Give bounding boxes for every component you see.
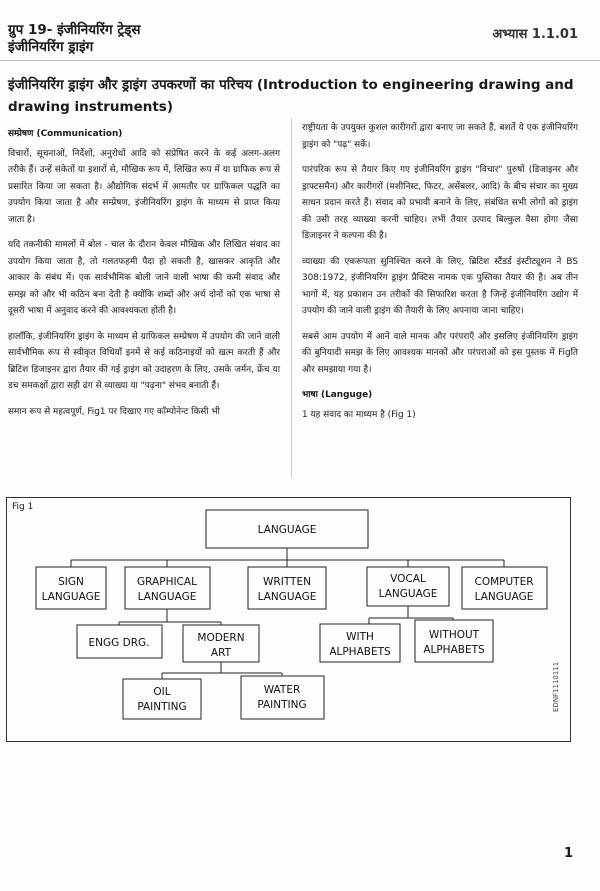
node-graphical-text-1: GRAPHICAL <box>137 576 197 588</box>
paragraph: व्याख्या की एकरूपता सुनिश्चित करने के लिए, ब्रिटिश स्टैंडर्ड इंस्टीट्यूशन ने BS 308:1972, इंजीनियरिंग ड्राइंग प्रैक्टिस नामक एक पुस्तिका तैयार की है। अब तीन भागों में, यह प्रकाशन उन तरीकों की सिफारिश करता है जिन्हें इंजीनियरिंग उद्योग में उपयोग की जाने वाली ड्राइंग की तैयारी के लिए अपनाया जाना चाहिए। <box>302 256 578 316</box>
node-language-text: LANGUAGE <box>257 524 317 536</box>
paragraph: राष्ट्रीयता के उपयुक्त कुशल कारीगरों द्वारा बनाए जा सकते हैं, बशर्ते ये एक इंजीनियरिंग ड्राइंग को "पढ़" सकें। <box>302 123 578 150</box>
paragraph: पारंपरिक रूप से तैयार किए गए इंजीनियरिंग ड्राइंग "विचार" पुरुषों (डिजाइनर और ड्राफ्टसमैन) और कारीगरों (मशीनिस्ट, फिटर, असेंबलर, आदि) के बीच संचार का मुख्य साधन प्रदान करते हैं। संवाद को प्रभावी बनाने के लिए, संबंधित सभी लोगों को ड्राइंग की उसी तरह व्याख्या करनी चाहिए। तभी तैयार उत्पाद बिल्कुल वैसा होगा जैसा डिजाइनर ने कल्पना की है। <box>302 165 578 241</box>
node-water-text-1: WATER <box>263 684 301 696</box>
node-without-text-1: WITHOUT <box>428 629 480 641</box>
language-heading: भाषा (Languge) <box>302 390 373 400</box>
paragraph: यदि तकनीकी मामलों में बोल - चाल के दौरान केवल मौखिक और लिखित संवाद का उपयोग किया जाता है, तो गलतफहमी पैदा हो सकती है, खासकर आकृति और आकार के संबंध में। एक सार्वभौमिक बोली जाने वाली भाषा की कमी संवाद और समझ को और भी कठिन बना देती है क्योंकि शब्दों और अर्थ दोनों को एक भाषा से दूसरी भाषा में अनुवाद करने की आवश्यकता होती है। <box>8 240 280 316</box>
exercise-number: अभ्यास 1.1.01 <box>492 27 578 42</box>
paragraph: समान रूप से महत्वपूर्ण, Fig1 पर दिखाए गए कॉम्पोनेन्ट किसी भी <box>8 406 220 417</box>
figure-label: Fig 1 <box>12 502 34 512</box>
node-written-text-1: WRITTEN <box>263 576 311 588</box>
subject-title: इंजीनियरिंग ड्राइंग <box>8 39 94 55</box>
lesson-title: इंजीनियरिंग ड्राइंग और ड्राइंग उपकरणों का परिचय (Introduction to engineering drawing and drawing instruments) <box>8 77 574 115</box>
node-modern-text-1: MODERN <box>197 632 245 644</box>
node-with-text-2: ALPHABETS <box>329 646 391 658</box>
communication-heading: सम्प्रेषण (Communication) <box>8 129 123 139</box>
language-list-item: 1 यह संवाद का माध्यम है (Fig 1) <box>302 409 416 420</box>
node-water-box <box>241 676 324 719</box>
node-graphical-text-2: LANGUAGE <box>137 591 197 603</box>
node-written-text-2: LANGUAGE <box>257 591 317 603</box>
node-vocal-text-1: VOCAL <box>390 573 426 585</box>
node-oil-text-2: PAINTING <box>137 701 187 713</box>
node-with-text-1: WITH <box>346 631 374 643</box>
paragraph: विचारों, सूचनाओं, निर्देशों, अनुरोधों आदि को संप्रेषित करने के कई अलग-अलग तरीके हैं। उन्हें संकेतों या इशारों से, मौखिक रूप में, लिखित रूप में या ग्राफिक रूप से प्रसारित किया जा सकता है। औद्योगिक संदर्भ में आमतौर पर ग्राफिकल पद्धति का उपयोग किया जाता है और सम्प्रेषण, इंजीनियरिंग ड्राइंग के माध्यम से प्राप्त किया जाता है। <box>8 148 280 225</box>
node-oil-text-1: OIL <box>153 686 171 698</box>
node-computer-text-2: LANGUAGE <box>474 591 534 603</box>
node-engg-text: ENGG DRG. <box>88 637 150 649</box>
node-sign-text-1: SIGN <box>58 576 84 588</box>
group-title: ग्रुप 19- इंजीनियरिंग ट्रेड्स <box>8 22 141 38</box>
paragraph: सबसे आम उपयोग में आने वाले मानक और परंपराएँ और इसलिए इंजीनियरिंग ड्राइंग की बुनियादी समझ के लिए आवश्यक मानकों और परंपराओं को इस पुस्तक में Figति और समझाया गया है। <box>302 331 578 375</box>
node-without-text-2: ALPHABETS <box>423 644 485 656</box>
node-computer-text-1: COMPUTER <box>474 576 534 588</box>
node-water-text-2: PAINTING <box>257 699 307 711</box>
paragraph: हालाँकि, इंजीनियरिंग ड्राइंग के माध्यम से ग्राफिकल सम्प्रेषण में उपयोग की जाने वाली सार्वभौमिक रूप से स्वीकृत विधियाँ इनमें से कई कठिनाइयों को खत्म करती हैं और ब्रिटिश डिजाइनर द्वारा तैयार की गई ड्राइंग को उदाहरण के लिए, उसके जर्मन, फ्रेंच या डच समकक्षों द्वारा सही ढंग से व्याख्या या "पढ़ना" संभव बनाती हैं। <box>8 331 280 391</box>
node-sign-text-2: LANGUAGE <box>41 591 101 603</box>
node-vocal-text-2: LANGUAGE <box>378 588 438 600</box>
figure-code: EDNF1110111 <box>552 661 560 712</box>
node-oil-box <box>123 679 201 719</box>
node-modern-text-2: ART <box>210 647 232 659</box>
page-number: 1 <box>564 846 574 861</box>
